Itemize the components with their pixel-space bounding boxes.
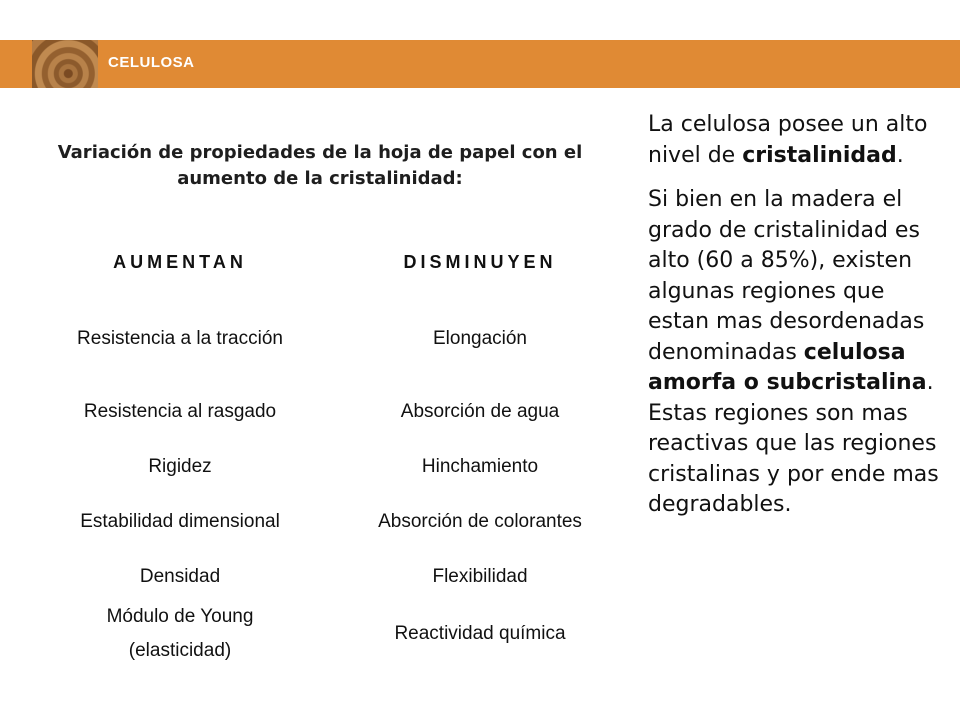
column-header-decrease: DISMINUYEN [403, 252, 557, 272]
table-cell-increase: Estabilidad dimensional [80, 511, 280, 532]
explanation-paragraph-2: Si bien en la madera el grado de cristalinidad es alto (60 a 85%), existen algunas regiones que estan mas desordenadas denominadas celulosa amorfa o subcristalina. Estas regiones son mas reactivas que las regiones cristalinas y por ende mas degradables. [648, 187, 939, 517]
highlight-term: celulosa amorfa o subcristalina [648, 339, 927, 395]
wood-rings-image [32, 40, 98, 88]
explanation-paragraph-1: La celulosa posee un alto nivel de cristalinidad. [648, 112, 928, 168]
table-cell-increase: Densidad [139, 566, 221, 587]
explanation-text [648, 110, 948, 535]
table-cell-decrease: Elongación [432, 328, 528, 349]
column-header-increase: AUMENTAN [113, 252, 247, 272]
table-cell-decrease: Absorción de colorantes [378, 511, 582, 532]
table-cell-decrease: Absorción de agua [400, 401, 560, 422]
table-cell-decrease: Hinchamiento [421, 456, 539, 477]
section-title: CELULOSA [108, 54, 195, 71]
highlight-term: cristalinidad [742, 142, 897, 168]
table-cell-increase: Resistencia al rasgado [83, 401, 277, 422]
table-cell-decrease: Reactividad química [394, 623, 566, 644]
table-cell-decrease: Flexibilidad [432, 566, 528, 587]
table-title: Variación de propiedades de la hoja de papel con el aumento de la cristalinidad: [57, 142, 583, 189]
table-cell-increase: Módulo de Young (elasticidad) [106, 606, 254, 661]
table-cell-increase: Resistencia a la tracción [77, 328, 283, 349]
table-cell-increase: Rigidez [148, 456, 212, 477]
